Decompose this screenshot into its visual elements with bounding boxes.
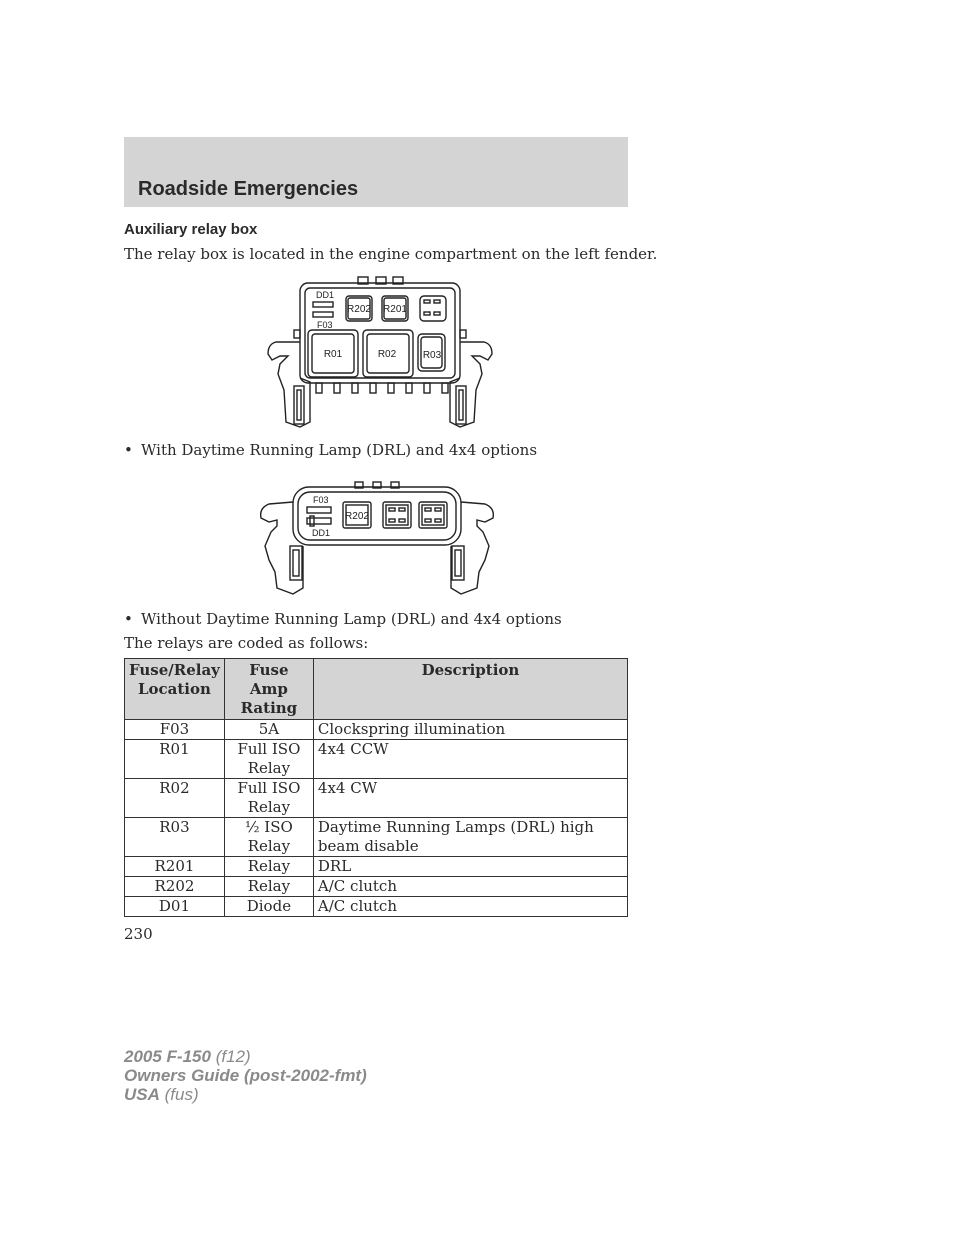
header-location (125, 659, 225, 720)
bullet-with-drl-text: With Daytime Running Lamp (DRL) and 4x4 options (141, 441, 538, 459)
footer-market-code: (fus) (164, 1085, 199, 1104)
cell-description: DRL (313, 857, 627, 877)
label-r03: R03 (422, 350, 442, 361)
bullet-without-drl (124, 610, 562, 628)
cell-location: D01 (125, 897, 225, 917)
footer-edition (124, 1047, 367, 1104)
label-r01: R01 (323, 349, 343, 360)
bullet-with-drl (124, 441, 537, 459)
table-row (125, 720, 628, 740)
cell-description: A/C clutch (313, 897, 627, 917)
label-f03: F03 (317, 320, 333, 330)
relays-intro-text: The relays are coded as follows: (124, 634, 369, 652)
table-row (125, 877, 628, 897)
cell-location: R02 (125, 779, 225, 818)
cell-rating: Full ISO Relay (224, 779, 313, 818)
bullet-dot: • (124, 610, 133, 628)
label-f03: F03 (313, 495, 329, 505)
cell-location: R202 (125, 877, 225, 897)
cell-description: 4x4 CCW (313, 740, 627, 779)
cell-rating: Relay (224, 877, 313, 897)
page-number: 230 (124, 925, 153, 943)
relay-box-diagram-without-drl (255, 480, 499, 598)
footer-guide: Owners Guide (post-2002-fmt) (124, 1066, 367, 1085)
cell-description: A/C clutch (313, 877, 627, 897)
table-row (125, 818, 628, 857)
table-row (125, 740, 628, 779)
label-r201: R201 (383, 304, 407, 315)
bullet-dot: • (124, 441, 133, 459)
cell-rating: Diode (224, 897, 313, 917)
cell-location: F03 (125, 720, 225, 740)
cell-location: R01 (125, 740, 225, 779)
cell-description: Daytime Running Lamps (DRL) high beam disable (313, 818, 627, 857)
bullet-without-drl-text: Without Daytime Running Lamp (DRL) and 4x4 options (141, 610, 562, 628)
cell-location: R201 (125, 857, 225, 877)
cell-location: R03 (125, 818, 225, 857)
label-r02: R02 (377, 349, 397, 360)
cell-rating: Full ISO Relay (224, 740, 313, 779)
header-rating-line2: Rating (240, 699, 298, 717)
cell-rating: 5A (224, 720, 313, 740)
header-rating-line1: Fuse Amp (249, 661, 289, 698)
header-location-line1: Fuse/Relay (129, 661, 220, 679)
footer-market: USA (124, 1085, 160, 1104)
table-row (125, 779, 628, 818)
header-location-line2: Location (137, 680, 211, 698)
relay-box-diagram-with-drl (262, 272, 498, 432)
label-dd1: DD1 (312, 528, 331, 538)
subheading: Auxiliary relay box (124, 221, 258, 238)
label-dd1: DD1 (316, 290, 335, 300)
label-r202: R202 (345, 511, 369, 522)
table-row (125, 857, 628, 877)
footer-model: 2005 F-150 (124, 1047, 211, 1066)
header-rating (224, 659, 313, 720)
intro-text: The relay box is located in the engine compartment on the left fender. (124, 245, 658, 263)
footer-model-code: (f12) (215, 1047, 251, 1066)
table-header-row (125, 659, 628, 720)
relay-code-table (124, 658, 628, 917)
table-row (125, 897, 628, 917)
cell-description: Clockspring illumination (313, 720, 627, 740)
cell-description: 4x4 CW (313, 779, 627, 818)
section-title: Roadside Emergencies (138, 178, 359, 200)
cell-rating: ½ ISO Relay (224, 818, 313, 857)
header-description-text: Description (421, 661, 520, 679)
cell-rating: Relay (224, 857, 313, 877)
label-r202: R202 (347, 304, 371, 315)
header-description (313, 659, 627, 720)
